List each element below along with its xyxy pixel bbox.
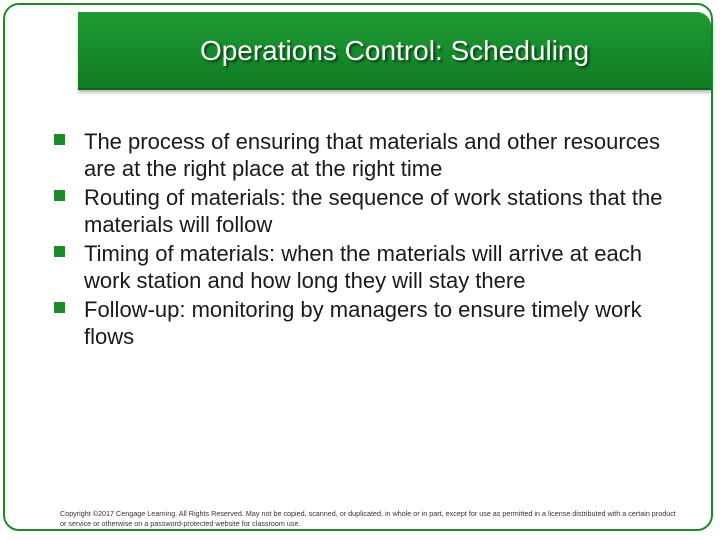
- square-bullet-icon: [54, 302, 65, 313]
- bullet-text: Follow-up: monitoring by managers to ensure timely work flows: [84, 297, 642, 349]
- bullet-item: [54, 128, 694, 182]
- slide-title: Operations Control: Scheduling: [199, 35, 590, 66]
- square-bullet-icon: [54, 134, 65, 145]
- bullet-list: [54, 128, 694, 352]
- bullet-text: The process of ensuring that materials and other resources are at the right place at the right time: [84, 129, 660, 181]
- bullet-text: Routing of materials: the sequence of work stations that the materials will follow: [84, 185, 663, 237]
- square-bullet-icon: [54, 246, 65, 257]
- square-bullet-icon: [54, 190, 65, 201]
- bullet-item: [54, 240, 694, 294]
- bullet-item: [54, 296, 694, 350]
- copyright-notice: Copyright ©2017 Cengage Learning. All Rights Reserved. May not be copied, scanned, or duplicated, in whole or in part, except for use as permitted in a license distributed with a certain product or service or otherwise on a password-protected website for classroom use.: [60, 509, 676, 528]
- bullet-text: Timing of materials: when the materials will arrive at each work station and how long they will stay there: [84, 241, 642, 293]
- bullet-item: [54, 184, 694, 238]
